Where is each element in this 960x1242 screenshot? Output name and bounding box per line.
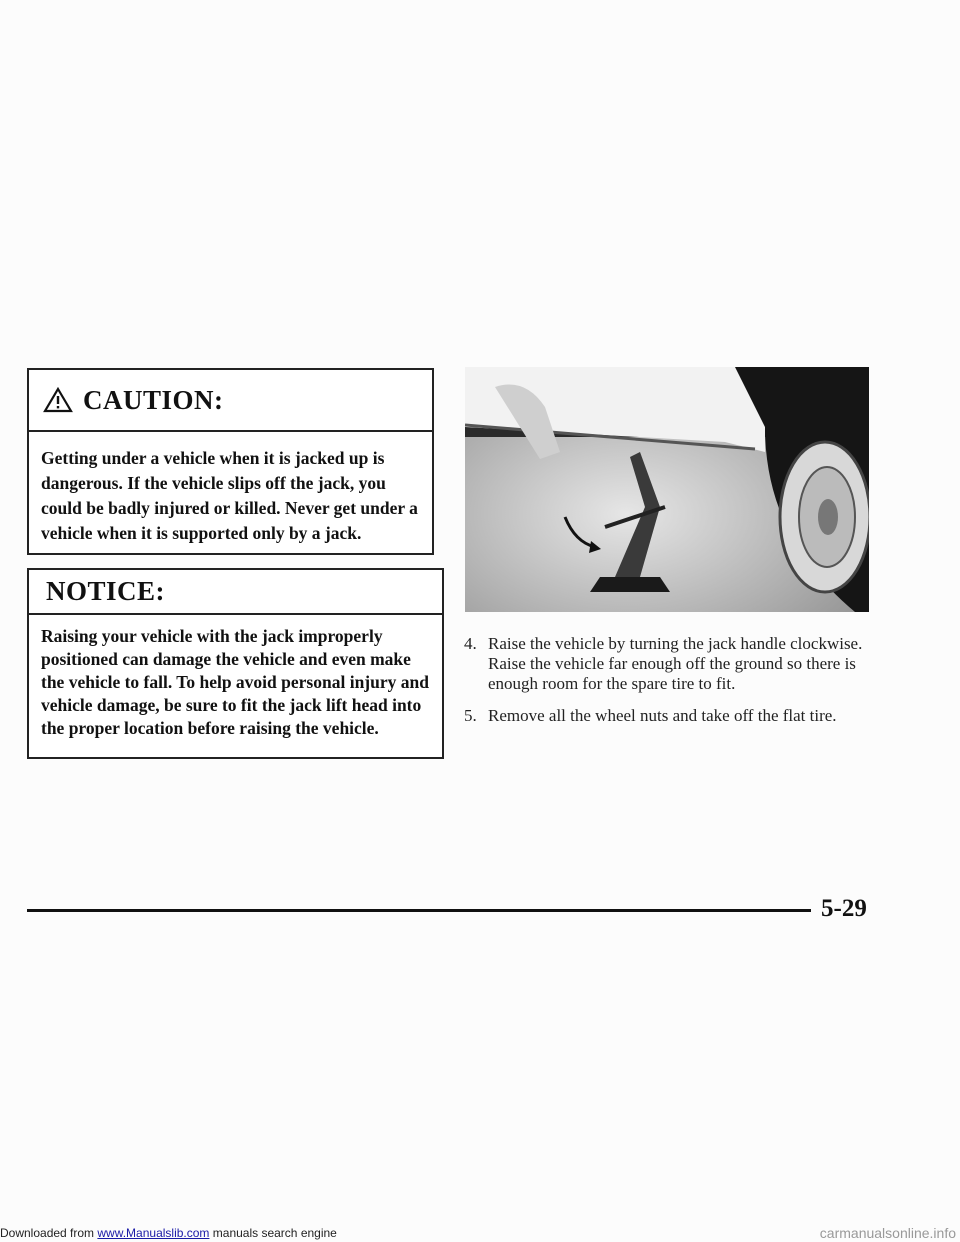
- step-item: [464, 634, 884, 694]
- step-text: Raise the vehicle by turning the jack handle clockwise. Raise the vehicle far enough off the ground so there is enough room for the spare tire to fit.: [488, 634, 863, 693]
- caution-text: Getting under a vehicle when it is jacked up is dangerous. If the vehicle slips off the jack, you could be badly injured or killed. Never get under a vehicle when it is supported only by a jack.: [41, 448, 418, 543]
- notice-header: [29, 570, 442, 615]
- page-number: 5-29: [821, 895, 867, 922]
- caution-heading: CAUTION:: [83, 384, 224, 415]
- footer-suffix: manuals search engine: [209, 1226, 337, 1240]
- instruction-steps: [464, 634, 884, 738]
- step-number: 5.: [464, 706, 477, 725]
- jack-illustration: [465, 367, 869, 612]
- watermark: carmanualsonline.info: [819, 1225, 956, 1241]
- notice-box: [27, 568, 444, 759]
- caution-header: [29, 370, 432, 432]
- step-text: Remove all the wheel nuts and take off the flat tire.: [488, 706, 837, 725]
- footer-source: [0, 1224, 337, 1242]
- notice-heading: NOTICE:: [46, 576, 166, 606]
- page-divider: [27, 909, 811, 912]
- step-item: [464, 706, 884, 726]
- footer: [0, 1224, 960, 1242]
- warning-triangle-icon: [43, 387, 73, 413]
- jack-photo: [465, 367, 869, 612]
- step-number: 4.: [464, 634, 477, 653]
- manualslib-link[interactable]: www.Manualslib.com: [97, 1226, 210, 1240]
- footer-prefix: Downloaded from: [0, 1226, 98, 1240]
- caution-box: [27, 368, 434, 555]
- notice-text: Raising your vehicle with the jack improperly positioned can damage the vehicle and even make the vehicle to fall. To help avoid personal injury and vehicle damage, be sure to fit the jack lift head into the proper location before raising the vehicle.: [41, 626, 429, 738]
